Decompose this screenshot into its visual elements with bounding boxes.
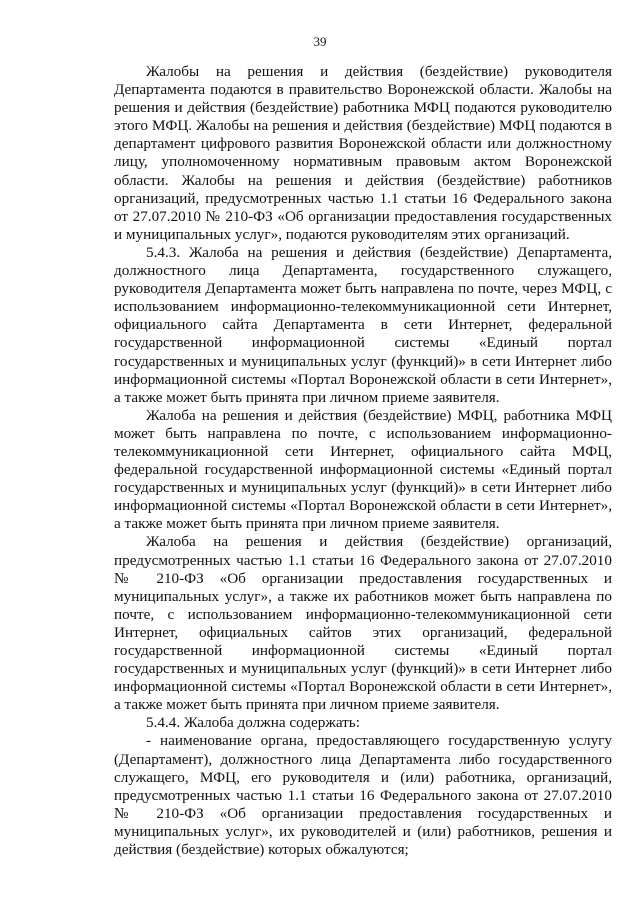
paragraph-mfc-complaint: Жалоба на решения и действия (бездействие) МФЦ, работника МФЦ может быть направлена по почте, с использованием информационно-телекоммуникационной сети Интернет, официального сайта МФЦ, федеральной государственной информационной системы «Единый портал государственных и муниципальных услуг (функций)» в сети Интернет либо информационной системы «Портал Воронежской области в сети Интернет», а также может быть принята при личном приеме заявителя. [114,406,612,533]
document-body [114,63,612,859]
paragraph-organizations-complaint: Жалоба на решения и действия (бездействие) организаций, предусмотренных частью 1.1 статьи 16 Федерального закона от 27.07.2010 № 210-ФЗ «Об организации предоставления государственных и муниципальных услуг», а также их работников может быть направлена по почте, с использованием информационно-телекоммуникационной сети Интернет, официальных сайтов этих организаций, федеральной государственной информационной системы «Единый портал государственных и муниципальных услуг (функций)» в сети Интернет либо информационной системы «Портал Воронежской области в сети Интернет», а также может быть принята при личном приеме заявителя. [114,533,612,714]
paragraph-5-4-3: 5.4.3. Жалоба на решения и действия (бездействие) Департамента, должностного лица Департамента, государственного служащего, руководителя Департамента может быть направлена по почте, через МФЦ, с использованием информационно-телекоммуникационной сети Интернет, официального сайта Департамента в сети Интернет, федеральной государственной информационной системы «Единый портал государственных и муниципальных услуг (функций)» в сети Интернет либо информационной системы «Портал Воронежской области в сети Интернет», а также может быть принята при личном приеме заявителя. [114,243,612,406]
paragraph-complaint-content-item: - наименование органа, предоставляющего государственную услугу (Департамент), должностного лица Департамента либо государственного служащего, МФЦ, его руководителя и (или) работника, организаций, предусмотренных частью 1.1 статьи 16 Федерального закона от 27.07.2010 № 210-ФЗ «Об организации предоставления государственных и муниципальных услуг», их руководителей и (или) работников, решения и действия (бездействие) которых обжалуются; [114,732,612,859]
page-number: 39 [313,34,327,49]
paragraph-complaints-addressees: Жалобы на решения и действия (бездействие) руководителя Департамента подаются в правительство Воронежской области. Жалобы на решения и действия (бездействие) работника МФЦ подаются руководителю этого МФЦ. Жалобы на решения и действия (бездействие) МФЦ подаются в департамент цифрового развития Воронежской области или должностному лицу, уполномоченному нормативным правовым актом Воронежской области. Жалобы на решения и действия (бездействие) работников организаций, предусмотренных частью 1.1 статьи 16 Федерального закона от 27.07.2010 № 210-ФЗ «Об организации предоставления государственных и муниципальных услуг», подаются руководителям этих организаций. [114,63,612,243]
paragraph-5-4-4-heading: 5.4.4. Жалоба должна содержать: [146,714,360,732]
